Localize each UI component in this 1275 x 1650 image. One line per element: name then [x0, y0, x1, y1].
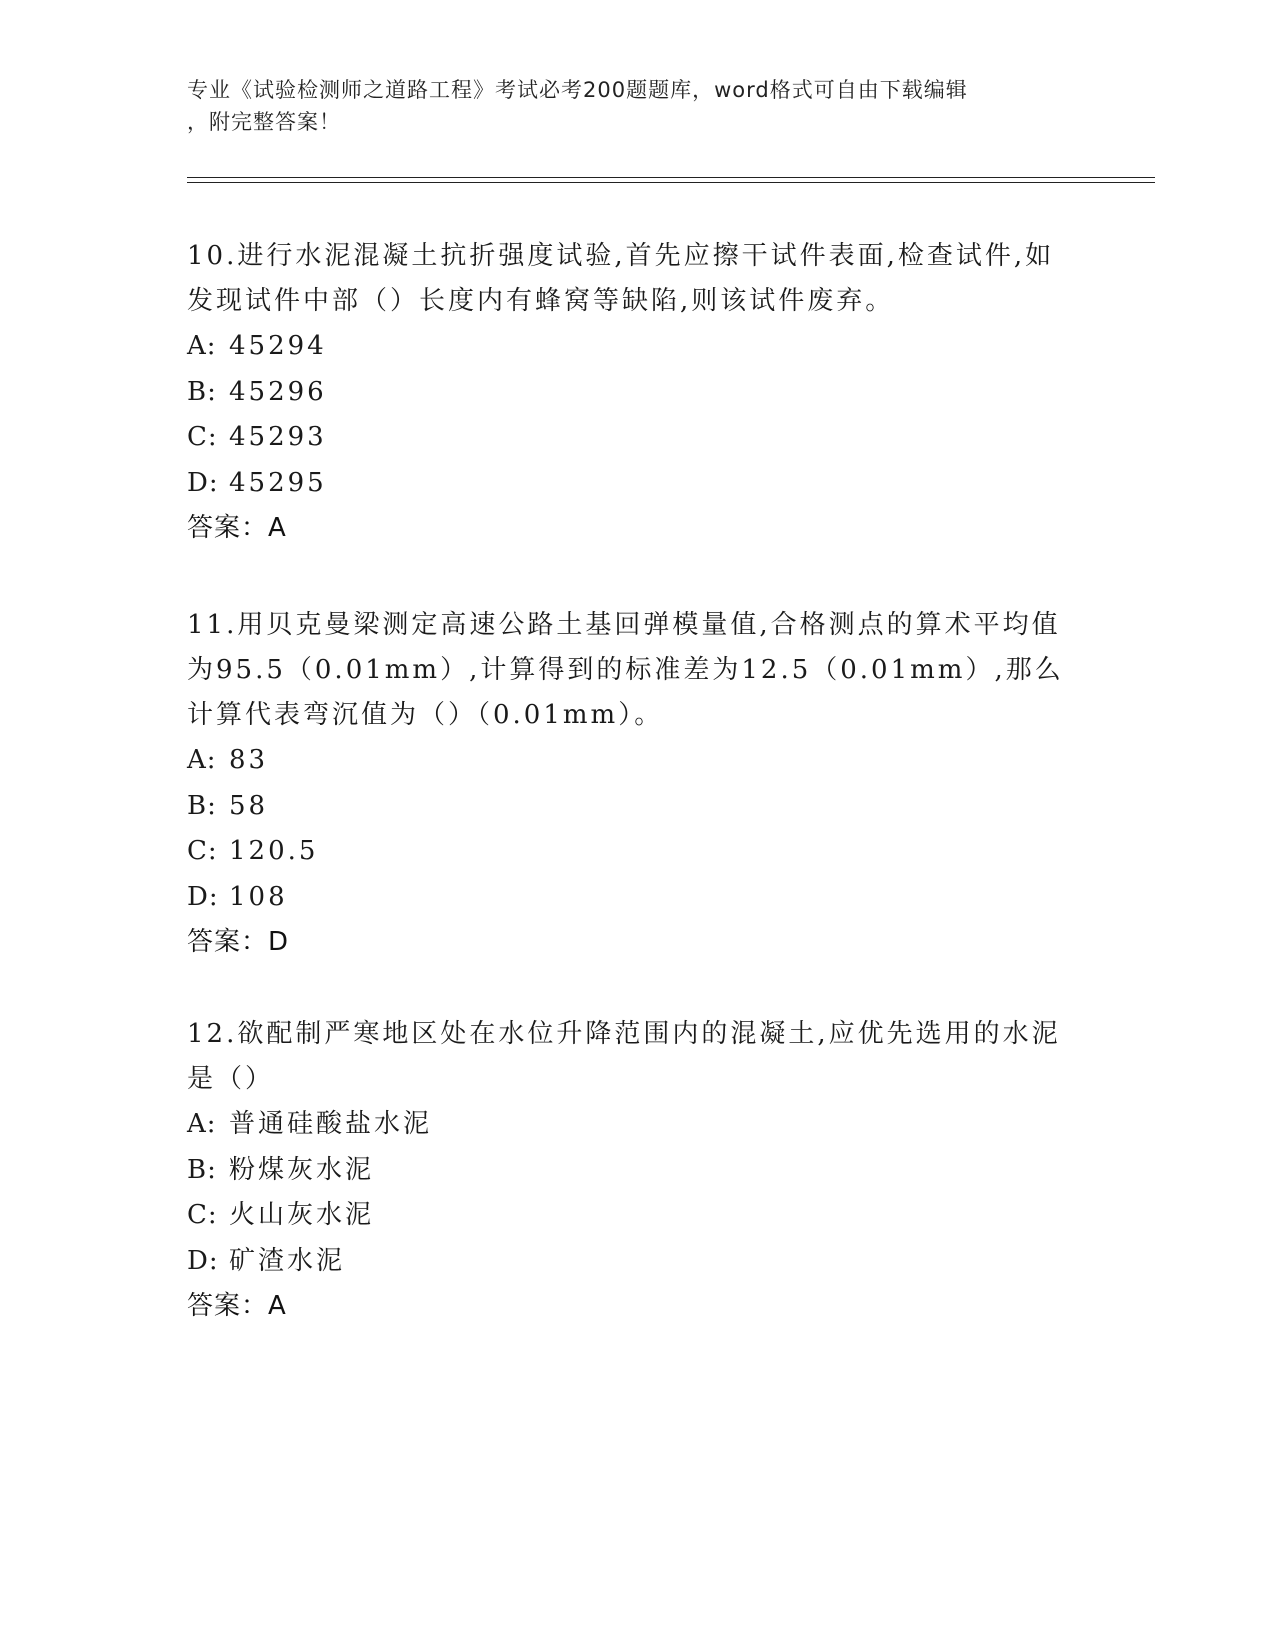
option-letter: C: [187, 1200, 218, 1230]
question-12 [187, 1012, 1067, 1330]
document-header [187, 74, 1067, 138]
option-c [187, 415, 1067, 461]
question-text: 12.欲配制严寒地区处在水位升降范围内的混凝土,应优先选用的水泥是（） [187, 1019, 1061, 1094]
option-c [187, 1193, 1067, 1239]
header-divider-bottom [187, 182, 1155, 183]
option-letter: D: [187, 881, 219, 912]
question-text: 11.用贝克曼梁测定高速公路土基回弹模量值,合格测点的算术平均值为95.5（0.01mm）,计算得到的标准差为12.5（0.01mm）,那么计算代表弯沉值为（）（0.01mm）。 [187, 610, 1064, 730]
question-10 [187, 234, 1067, 552]
option-letter: A: [187, 1109, 217, 1139]
option-a [187, 1102, 1067, 1148]
option-d [187, 461, 1067, 507]
answer-line: 答案：A [187, 513, 287, 543]
answer-line: 答案：D [187, 927, 290, 957]
option-b [187, 1148, 1067, 1194]
option-letter: A: [187, 331, 217, 361]
option-text: 45296 [229, 376, 327, 407]
option-d [187, 1239, 1067, 1285]
option-letter: B: [187, 376, 217, 407]
option-text: 120.5 [229, 836, 319, 866]
option-letter: C: [187, 422, 218, 452]
question-text: 10.进行水泥混凝土抗折强度试验,首先应擦干试件表面,检查试件,如发现试件中部（）长度内有蜂窝等缺陷,则该试件废弃。 [187, 241, 1055, 316]
option-letter: A: [187, 745, 217, 775]
header-divider-top [187, 177, 1155, 178]
option-d [187, 875, 1067, 921]
option-text: 火山灰水泥 [229, 1200, 375, 1230]
option-letter: C: [187, 836, 218, 866]
option-a [187, 738, 1067, 784]
option-letter: B: [187, 1154, 217, 1185]
option-text: 58 [229, 790, 269, 821]
option-c [187, 829, 1067, 875]
header-line-2: ，附完整答案！ [187, 110, 341, 134]
option-b [187, 784, 1067, 830]
option-text: 粉煤灰水泥 [229, 1154, 375, 1185]
option-text: 45294 [229, 331, 327, 361]
option-b [187, 370, 1067, 416]
option-letter: D: [187, 1245, 219, 1276]
option-a [187, 324, 1067, 370]
option-text: 45295 [229, 467, 327, 498]
option-text: 83 [229, 745, 269, 775]
option-text: 45293 [229, 422, 327, 452]
option-text: 108 [229, 881, 288, 912]
option-letter: D: [187, 467, 219, 498]
option-text: 矿渣水泥 [229, 1245, 346, 1276]
option-text: 普通硅酸盐水泥 [229, 1109, 433, 1139]
header-line-1: 专业《试验检测师之道路工程》考试必考200题题库，word格式可自由下载编辑 [187, 78, 968, 102]
answer-line: 答案：A [187, 1291, 287, 1321]
question-11 [187, 603, 1067, 966]
option-letter: B: [187, 790, 217, 821]
